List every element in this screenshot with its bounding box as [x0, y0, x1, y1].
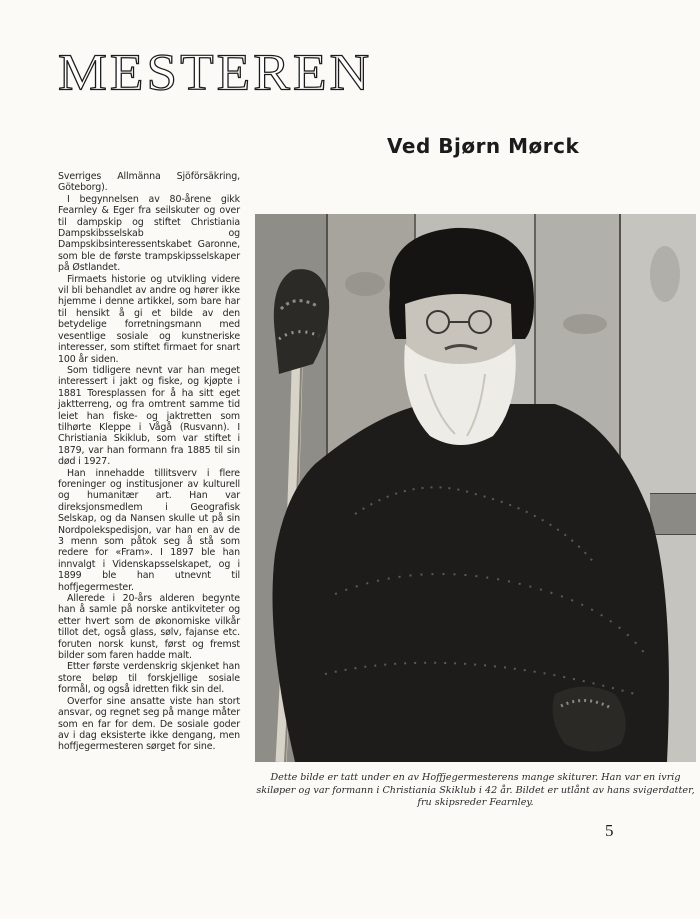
article-paragraph: Han innehadde tillitsverv i flere foreninger og institusjoner av kulturell og humanitær art. Han var direksjonsmedlem i Geografisk Selskap, og da Nansen skulle ut på sin Nordpolekspedisjon, var han en av de 3 menn som påtok seg å stå som redere for «Fram». I 1897 ble han innvalgt i Videnskapsselskapet, og i 1899 ble han utnevnt til hoffjegermester.	[58, 467, 240, 593]
article-paragraph: I begynnelsen av 80-årene gikk Fearnley & Eger fra seilskuter og over til dampskip og stiftet Christiania Dampskibsselskab og Dampskibsinteressentskabet Garonne, som ble de første trampskipsselskaper på Østlandet.	[58, 193, 240, 274]
article-paragraph: Etter første verdenskrig skjenket han store beløp til forskjellige sosiale formål, og også idretten fikk sin del.	[58, 661, 240, 696]
article-paragraph: Som tidligere nevnt var han meget interessert i jakt og fiske, og kjøpte i 1881 Toresplassen for å ha sitt eget jaktterreng, og fra omtrent samme tid leiet han fiske- og jaktretten som tilhørte Kleppe i Vågå (Rusvann). I Christiania Skiklub, som var stiftet i 1879, var han formann fra 1885 til sin død i 1927.	[58, 364, 240, 468]
article-paragraph: Sverriges Allmänna Sjöförsäkring, Göteborg).	[58, 171, 240, 194]
article-paragraph: Firmaets historie og utvikling videre vil bli behandlet av andre og hører ikke hjemme i denne artikkel, som bare har til hensikt å gi et bilde av den betydelige forretningsmann med vesentlige sosiale og kunstneriske interesser, som stiftet firmaet for snart 100 år siden.	[58, 273, 240, 365]
photo-caption: Dette bilde er tatt under en av Hoffjegermesterens mange skiturer. Han var en ivrig skiløper og var formann i Christiania Skiklub i 42 år. Bildet er utlånt av hans svigerdatter, fru skipsreder Fearnley.	[256, 772, 695, 809]
article-body-column	[58, 171, 240, 753]
article-paragraph: Overfor sine ansatte viste han stort ansvar, og regnet seg på mange måter som en far for dem. De sosiale goder av i dag eksisterte ikke dengang, men hoffjegermesteren sørget for sine.	[58, 695, 240, 753]
page-number: 5	[605, 821, 614, 840]
article-paragraph: Allerede i 20-års alderen begynte han å samle på norske antikviteter og etter hvert som de økonomiske vilkår tillot det, også glass, sølv, fajanse etc. foruten norsk kunst, først og fremst bilder som faren hadde malt.	[58, 593, 240, 662]
portrait-photograph	[255, 214, 696, 762]
page-title: MESTEREN	[58, 43, 373, 102]
portrait-illustration	[255, 214, 696, 762]
hand-mitten	[553, 687, 626, 752]
author-byline: Ved Bjørn Mørck	[387, 134, 580, 158]
